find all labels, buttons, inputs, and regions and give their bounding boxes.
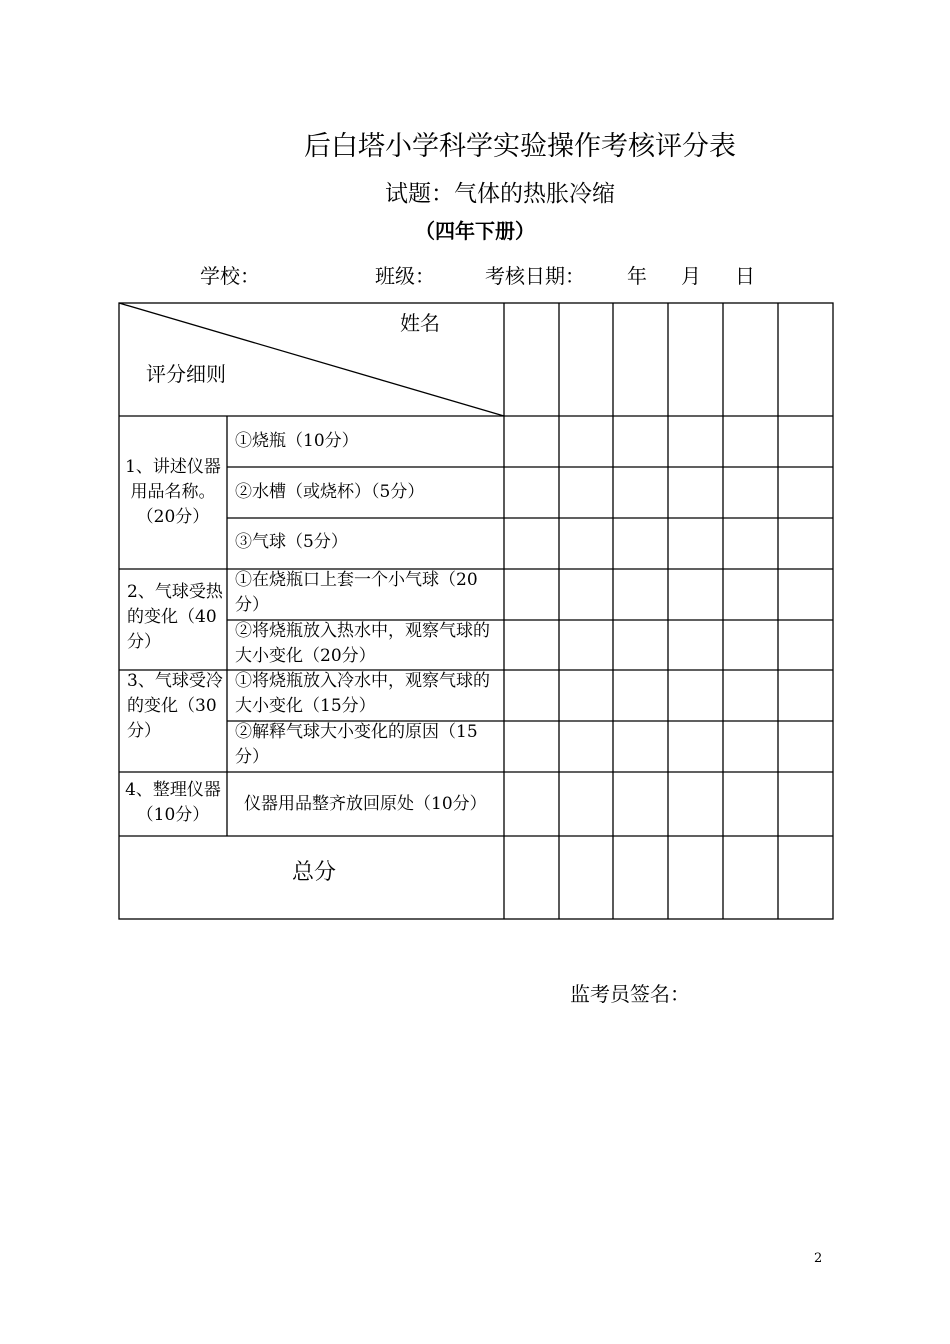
category-3-line: 分） — [127, 721, 161, 741]
category-3-line: 的变化（30 — [127, 696, 217, 716]
item-3-2-line: ②解释气球大小变化的原因（15 — [235, 722, 478, 742]
category-1-line: （20分） — [136, 507, 210, 527]
category-4 — [119, 778, 227, 828]
item-2-1 — [235, 568, 478, 618]
page-number: 2 — [814, 1251, 823, 1266]
grade-level: （四年下册） — [415, 219, 535, 243]
category-3-line: 3、气球受冷 — [127, 671, 223, 691]
category-4-line: 4、整理仪器 — [125, 780, 221, 800]
date-label: 考核日期： — [485, 264, 585, 288]
year-label: 年 — [627, 264, 647, 288]
item-1-2: ②水槽（或烧杯）（5分） — [235, 482, 425, 502]
item-3-2 — [235, 720, 478, 770]
item-3-1 — [235, 669, 490, 719]
day-label: 日 — [735, 264, 755, 288]
item-2-2-line: ②将烧瓶放入热水中，观察气球的 — [235, 621, 490, 641]
item-2-1-line: ①在烧瓶口上套一个小气球（20 — [235, 570, 478, 590]
item-2-2-line: 大小变化（20分） — [235, 646, 376, 666]
category-1 — [119, 455, 227, 530]
category-1-line: 1、讲述仪器 — [125, 457, 221, 477]
item-2-2 — [235, 619, 490, 669]
item-2-1-line: 分） — [235, 595, 269, 615]
item-1-1: ①烧瓶（10分） — [235, 431, 359, 451]
exam-topic: 试题：气体的热胀冷缩 — [385, 181, 615, 207]
scoring-rules-header: 评分细则 — [146, 362, 226, 386]
category-3 — [127, 669, 223, 744]
item-1-3: ③气球（5分） — [235, 532, 348, 552]
category-4-line: （10分） — [136, 805, 210, 825]
proctor-signature-label: 监考员签名： — [570, 982, 690, 1006]
category-2-line: 分） — [127, 632, 161, 652]
item-3-2-line: 分） — [235, 747, 269, 767]
category-2 — [127, 580, 223, 655]
category-2-line: 2、气球受热 — [127, 582, 223, 602]
item-3-1-line: ①将烧瓶放入冷水中，观察气球的 — [235, 671, 490, 691]
category-1-line: 用品名称。 — [130, 482, 216, 502]
month-label: 月 — [681, 264, 701, 288]
category-2-line: 的变化（40 — [127, 607, 217, 627]
document-title: 后白塔小学科学实验操作考核评分表 — [304, 131, 736, 162]
school-label: 学校： — [200, 264, 260, 288]
item-4-1: 仪器用品整齐放回原处（10分） — [244, 794, 487, 814]
total-score-label: 总分 — [292, 860, 337, 885]
class-label: 班级： — [375, 264, 435, 288]
item-3-1-line: 大小变化（15分） — [235, 696, 376, 716]
name-header: 姓名 — [400, 311, 440, 335]
header-diagonal-line — [119, 303, 504, 416]
